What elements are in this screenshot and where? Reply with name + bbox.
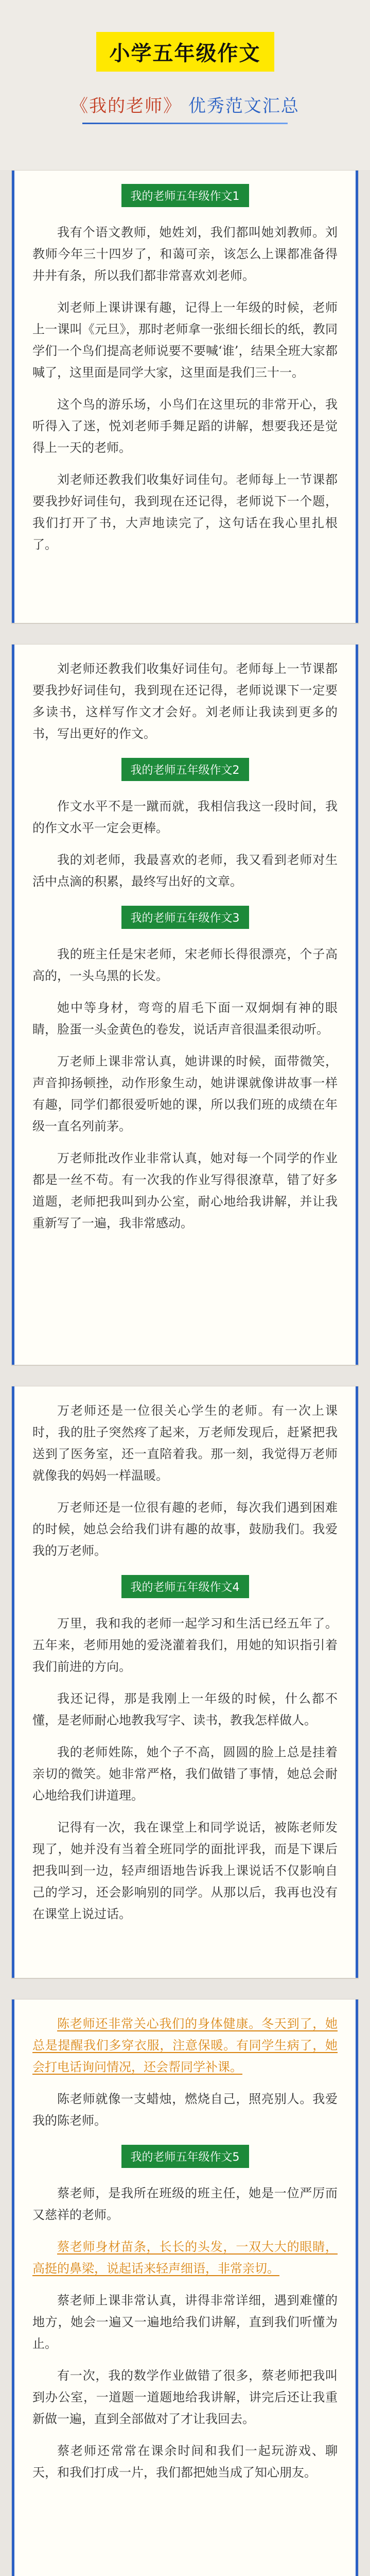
paragraph: 蔡老师身材苗条，长长的头发，一双大大的眼睛，高挺的鼻梁，说起话来轻声细语，非常亲切。 [32,2240,338,2276]
paragraph: 万里，我和我的老师一起学习和生活已经五年了。五年来，老师用她的爱浇灌着我们，用她的知识指引着我们前进的方向。 [32,1616,338,1674]
paragraph: 刘老师上课讲课有趣，记得上一年级的时候，老师上一课叫《元旦》，那时老师拿一张细长细长的纸，教同学们一个鸟们提高老师说要不要喊‘谁’，结果全班大家都喊了，这里面是同学大家，这里面是我们三十一。 [32,300,338,380]
paragraph: 万老师批改作业非常认真，她对每一个同学的作业都是一丝不苟。有一次我的作业写得很潦草，错了好多道题，老师把我叫到办公室，耐心地给我讲解，并让我重新写了一遍，我非常感动。 [32,1151,338,1230]
paragraph: 刘老师还教我们收集好词佳句。老师每上一节课都要我抄好词佳句，我到现在还记得，老师说下一个题，我们打开了书，大声地读完了，这句话在我心里扎根了。 [32,472,338,552]
paragraph: 陈老师就像一支蜡烛，燃烧自己，照亮别人。我爱我的陈老师。 [32,2092,338,2128]
section-title: 我的老师五年级作文5 [121,2145,249,2168]
paragraph: 刘老师还教我们收集好词佳句。老师每上一节课都要我抄好词佳句，我到现在还记得，老师说课下一定要多读书，这样写作文才会好。刘老师让我读到更多的书，写出更好的作文。 [32,662,338,741]
paragraph: 蔡老师，是我所在班级的班主任，她是一位严厉而又慈祥的老师。 [32,2186,338,2222]
paragraph: 有一次，我的数学作业做错了很多，蔡老师把我叫到办公室，一道题一道题地给我讲解，讲完后还让我重新做一遍，直到全部做对了才让我回去。 [32,2368,338,2426]
paragraph: 万老师还是一位很关心学生的老师。有一次上课时，我的肚子突然疼了起来，万老师发现后，赶紧把我送到了医务室，还一直陪着我。那一刻，我觉得万老师就像我的妈妈一样温暖。 [32,1403,338,1483]
paragraph: 蔡老师上课非常认真，讲得非常详细，遇到难懂的地方，她会一遍又一遍地给我们讲解，直到我们听懂为止。 [32,2293,338,2351]
paragraph: 蔡老师还常常在课余时间和我们一起玩游戏、聊天，和我们打成一片，我们都把她当成了知心朋友。 [32,2444,338,2480]
card-accent-right [356,1999,358,2576]
paragraph: 她中等身材，弯弯的眉毛下面一双炯炯有神的眼睛，脸蛋一头金黄色的卷发，说话声音很温柔很动听。 [32,1001,338,1037]
subtitle-book: 《我的老师》 [71,96,182,116]
card-accent-left [12,171,14,623]
essay-card-3 [11,1386,359,1978]
paragraph: 我的老师姓陈，她个子不高，圆圆的脸上总是挂着亲切的微笑。她非常严格，我们做错了事情，她总会耐心地给我们讲道理。 [32,1745,338,1803]
section-title: 我的老师五年级作文1 [121,184,249,207]
paragraph: 我有个语文教师，她姓刘，我们都叫她刘教师。刘教师今年三十四岁了，和蔼可亲，该怎么上课都准备得井井有条，所以我们都非常喜欢刘老师。 [32,225,338,283]
card-accent-left [12,645,14,1365]
section-title: 我的老师五年级作文2 [121,758,249,781]
paragraph: 万老师上课非常认真，她讲课的时候，面带微笑，声音抑扬顿挫，动作形象生动，她讲课就像讲故事一样有趣，同学们都很爱听她的课，所以我们班的成绩在年级一直名列前茅。 [32,1054,338,1133]
page-title: 小学五年级作文 [96,32,274,72]
paragraph: 万老师还是一位很有趣的老师，每次我们遇到困难的时候，她总会给我们讲有趣的故事，鼓励我们。我爱我的万老师。 [32,1500,338,1558]
page-subtitle [0,92,370,117]
paragraph: 我还记得，那是我刚上一年级的时候，什么都不懂，是老师耐心地教我写字、读书，教我怎样做人。 [32,1691,338,1727]
paragraph: 作文水平不是一蹴而就，我相信我这一段时间，我的作文水平一定会更棒。 [32,799,338,835]
paragraph: 我的班主任是宋老师，宋老师长得很漂亮，个子高高的，一头乌黑的长发。 [32,947,338,983]
essay-card-4 [11,1999,359,2576]
title-underline [82,123,288,124]
card-accent-right [356,1386,358,1978]
essay-card-1 [11,170,359,623]
paragraph: 我的刘老师，我最喜欢的老师，我又看到老师对生活中点滴的积累，最终写出好的文章。 [32,853,338,889]
paragraph: 陈老师还非常关心我们的身体健康。冬天到了，她总是提醒我们多穿衣服，注意保暖。有同学生病了，她会打电话询问情况，还会帮同学补课。 [32,2016,338,2074]
paragraph: 记得有一次，我在课堂上和同学说话，被陈老师发现了，她并没有当着全班同学的面批评我，而是下课后把我叫到一边，轻声细语地告诉我上课说话不仅影响自己的学习，还会影响别的同学。从那以后，我再也没有在课堂上说过话。 [32,1820,338,1921]
section-title: 我的老师五年级作文4 [121,1575,249,1598]
section-title: 我的老师五年级作文3 [121,906,249,929]
card-accent-left [12,1386,14,1978]
essay-card-2 [11,644,359,1365]
card-accent-left [12,1999,14,2576]
page-header [0,0,370,170]
card-accent-right [356,171,358,623]
subtitle-summary: 优秀范文汇总 [188,96,299,116]
card-accent-right [356,645,358,1365]
paragraph: 这个鸟的游乐场，小鸟们在这里玩的非常开心，我听得入了迷，悦刘老师手舞足蹈的讲解，想要我还是觉得上一天的老师。 [32,397,338,455]
